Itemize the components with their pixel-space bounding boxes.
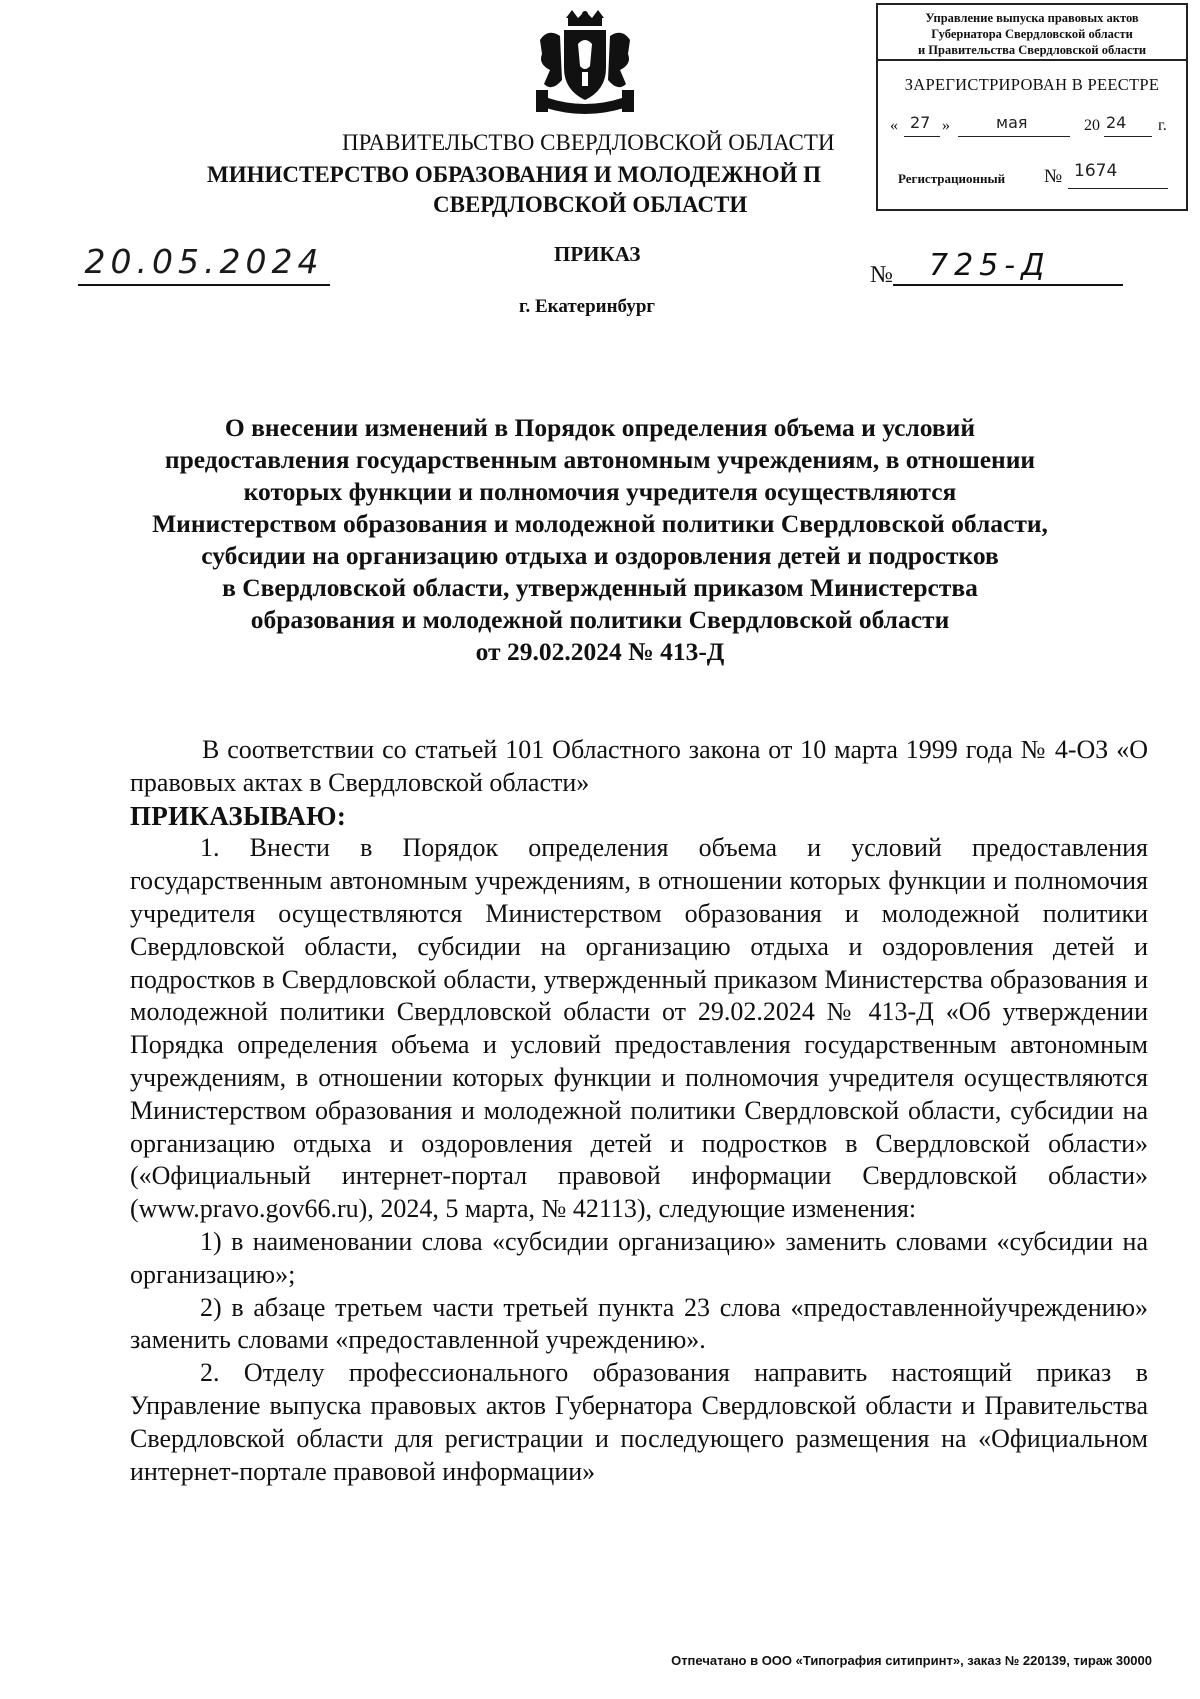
stamp-title: ЗАРЕГИСТРИРОВАН В РЕЕСТРЕ <box>904 75 1160 94</box>
title-line: образования и молодежной политики Свердловской области <box>250 605 950 634</box>
ministry-name-line2: СВЕРДЛОВСКОЙ ОБЛАСТИ <box>433 192 748 217</box>
clause-1-2: 2) в абзаце третьем части третьей пункта 23 слова «предоставленнойучреждению» заменить словами «предоставленной учреждению». <box>130 1292 1148 1355</box>
clause-1: 1. Внести в Порядок определения объема и условий предоставления государственным автономным учреждениям, в отношении которых функции и полномочия учредителя осуществляются Министерством образования и молодежной политики Свердловской области, субсидии на организацию отдыха и оздоровления детей и подростков в Свердловской области, утвержденный приказом Министерства образования и молодежной политики Свердловской области от 29.02.2024 № 413-Д «Об утверждении Порядка определения объема и условий предоставления государственным автономным учреждениям, в отношении которых функции и полномочия учредителя осуществляются Министерством образования и молодежной политики Свердловской области, субсидии на организацию отдыха и оздоровления детей и подростков в Свердловской области» («Официальный интернет-портал правовой информации Свердловской области» (www.pravo.gov66.ru), 2024, 5 марта, № 42113), следующие изменения: <box>130 833 1148 1224</box>
coat-of-arms-icon <box>530 10 640 120</box>
order-word: ПРИКАЗЫВАЮ: <box>130 800 347 831</box>
stamp-header <box>878 5 1186 61</box>
stamp-header-line: Управление выпуска правовых актов <box>925 11 1139 25</box>
document-title <box>130 412 1070 668</box>
ministry-name-line1: МИНИСТЕРСТВО ОБРАЗОВАНИЯ И МОЛОДЕЖНОЙ П <box>207 162 822 187</box>
title-line: от 29.02.2024 № 413-Д <box>475 637 725 666</box>
clause-1-1: 1) в наименовании слова «субсидии организацию» заменить словами «субсидии на организацию»; <box>130 1226 1148 1289</box>
stamp-quote-close: » <box>942 117 950 134</box>
stamp-day: 27 <box>910 113 931 132</box>
order-date: 20.05.2024 <box>78 244 330 286</box>
stamp-header-line: Губернатора Свердловской области <box>931 27 1133 41</box>
order-number: 725-Д <box>893 250 1123 286</box>
stamp-quote-open: « <box>890 117 898 134</box>
stamp-year-mark: г. <box>1158 117 1167 134</box>
title-line: Министерством образования и молодежной политики Свердловской области, <box>152 509 1048 538</box>
title-line: О внесении изменений в Порядок определения объема и условий <box>224 413 976 442</box>
title-line: которых функции и полномочия учредителя осуществляются <box>243 477 957 506</box>
doc-type: ПРИКАЗ <box>554 242 641 266</box>
print-footer: Отпечатано в ООО «Типография ситипринт», заказ № 220139, тираж 30000 <box>671 1653 1152 1668</box>
clause-2: 2. Отделу профессионального образования направить настоящий приказ в Управление выпуска правовых актов Губернатора Свердловской области и Правительства Свердловской области для регистрации и последующего размещения на «Официальном интернет-портале правовой информации» <box>130 1358 1148 1486</box>
stamp-month: мая <box>996 113 1028 132</box>
stamp-year-prefix: 20 <box>1084 117 1100 134</box>
city: г. Екатеринбург <box>519 296 656 317</box>
document-body <box>130 734 1148 1488</box>
registration-stamp <box>876 3 1188 211</box>
stamp-reg-label: Регистрационный <box>898 171 1006 186</box>
stamp-reg-number: 1674 <box>1074 161 1118 181</box>
government-name: ПРАВИТЕЛЬСТВО СВЕРДЛОВСКОЙ ОБЛАСТИ <box>342 130 835 155</box>
stamp-reg-no-sign: № <box>1044 166 1063 187</box>
preamble: В соответствии со статьей 101 Областного закона от 10 марта 1999 года № 4-ОЗ «О правовых актах в Свердловской области» <box>130 735 1148 797</box>
stamp-header-line: и Правительства Свердловской области <box>917 43 1147 57</box>
stamp-year-suffix: 24 <box>1106 113 1127 132</box>
title-line: субсидии на организацию отдыха и оздоровления детей и подростков <box>201 541 999 570</box>
order-number-sign: № <box>870 262 893 288</box>
title-line: в Свердловской области, утвержденный приказом Министерства <box>222 573 978 602</box>
title-line: предоставления государственным автономным учреждениям, в отношении <box>164 445 1036 474</box>
